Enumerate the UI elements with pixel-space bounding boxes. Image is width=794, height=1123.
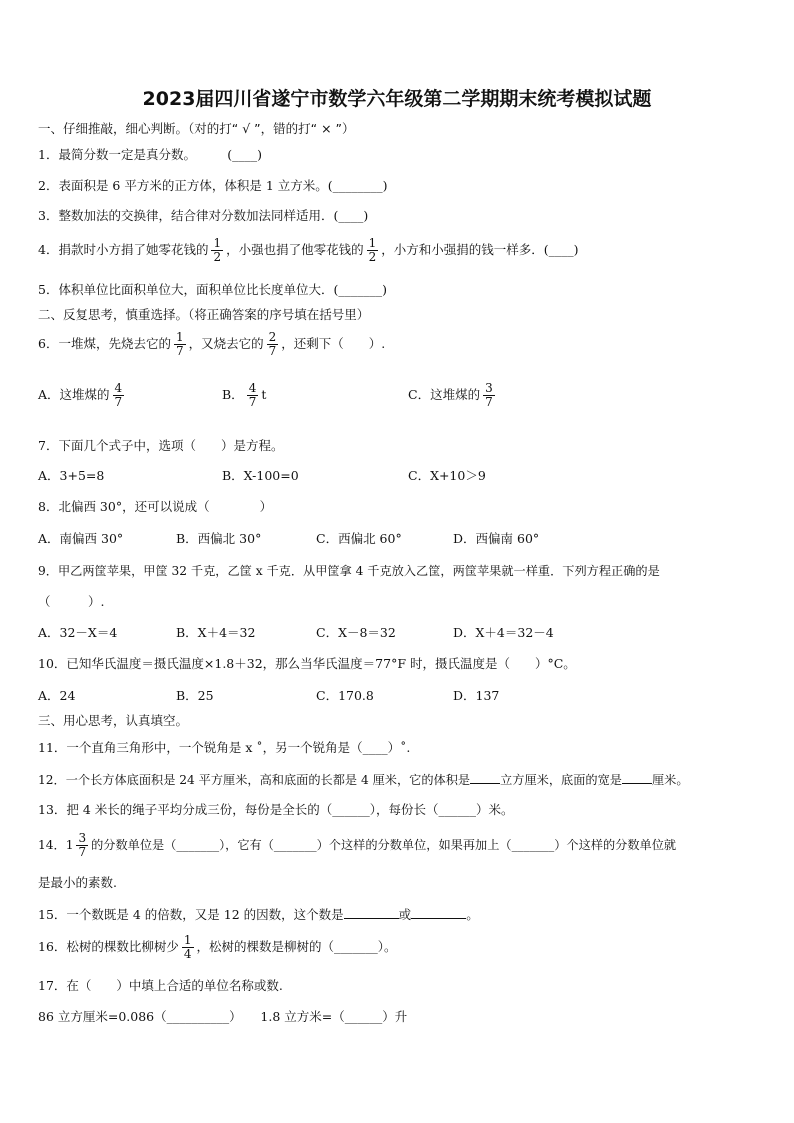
question-14-continued: 是最小的素数.: [38, 875, 117, 890]
q7-option-c[interactable]: C．X+10＞9: [408, 468, 486, 483]
question-16: [38, 934, 397, 961]
q14-text-b: 的分数单位是（_______），它有（_______）个这样的分数单位，如果再加上（_______）个这样的分数单位就: [91, 838, 677, 852]
q15-blank-1[interactable]: [344, 906, 399, 919]
q6-fraction-2-numerator: 2: [268, 330, 277, 344]
q6-option-b-unit: t: [261, 387, 267, 402]
page-title: 2023届四川省遂宁市数学六年级第二学期期末统考模拟试题: [142, 88, 652, 110]
q14-text-a: 14．: [38, 838, 66, 852]
q15-blank-2[interactable]: [411, 906, 466, 919]
q16-fraction-numerator: 1: [183, 933, 192, 947]
q6-option-b-denominator: 7: [248, 395, 257, 409]
question-6: [38, 331, 385, 358]
q12-blank-2[interactable]: [622, 771, 652, 784]
q10-option-b[interactable]: B．25: [176, 688, 214, 703]
q6-option-a-numerator: 4: [114, 381, 123, 395]
question-1: 1．最简分数一定是真分数。 (____): [38, 147, 262, 162]
q8-option-c[interactable]: C．西偏北 60°: [316, 531, 402, 546]
question-9-continued: （ ）.: [38, 594, 105, 609]
q14-fraction-numerator: 3: [78, 831, 87, 845]
q14-whole-part: 1: [65, 838, 74, 852]
q6-option-c[interactable]: [408, 382, 498, 409]
q10-option-a[interactable]: A．24: [38, 688, 76, 703]
question-9: 9．甲乙两筐苹果，甲筐 32 千克，乙筐 x 千克．从甲筐拿 4 千克放入乙筐，两筐苹果就一样重．下列方程正确的是: [38, 564, 660, 578]
q10-option-c[interactable]: C．170.8: [316, 688, 374, 703]
q9-option-c[interactable]: C．X－8＝32: [316, 625, 396, 640]
q6-option-a-fraction: [113, 382, 125, 409]
q10-option-d[interactable]: D．137: [453, 688, 500, 703]
q6-option-c-numerator: 3: [485, 381, 493, 395]
q6-option-b[interactable]: [222, 382, 266, 409]
q12-text-a: 12．一个长方体底面积是 24 平方厘米，高和底面的长都是 4 厘米，它的体积是: [38, 773, 471, 787]
q8-option-a[interactable]: A．南偏西 30°: [38, 531, 124, 546]
q4-fraction-2-numerator: 1: [368, 236, 377, 250]
q15-text-b: 或: [398, 907, 412, 922]
q16-text-a: 16．松树的棵数比柳树少: [38, 939, 179, 954]
q6-option-a-denominator: 7: [114, 395, 123, 409]
q6-fraction-1-numerator: 1: [175, 330, 184, 344]
question-7: 7．下面几个式子中，选项（ ）是方程。: [38, 438, 284, 453]
q15-text-c: 。: [466, 907, 479, 922]
q4-fraction-1: [211, 237, 223, 264]
question-17-line-1: 86 立方厘米=0.086（__________） 1.8 立方米=（______）升: [38, 1009, 408, 1024]
q14-fraction: [76, 832, 88, 859]
q4-text-a: 4．捐款时小方捐了她零花钱的: [38, 242, 209, 257]
question-2: 2．表面积是 6 平方米的正方体，体积是 1 立方米。(________): [38, 178, 388, 193]
question-15: [38, 906, 479, 923]
q8-option-d[interactable]: D．西偏南 60°: [453, 531, 540, 546]
q4-text-c: ，小方和小强捐的钱一样多．(____): [381, 242, 579, 257]
section-2-heading: 二、反复思考，慎重选择。（将正确答案的序号填在括号里）: [38, 307, 370, 322]
q16-fraction: [182, 934, 194, 961]
q6-option-b-fraction: [247, 382, 259, 409]
q6-option-b-text: B．: [222, 387, 244, 402]
q7-option-a[interactable]: A．3+5=8: [38, 468, 105, 483]
q14-fraction-denominator: 7: [78, 845, 87, 859]
q4-fraction-2: [367, 237, 379, 264]
question-5: 5．体积单位比面积单位大，面积单位比长度单位大．(_______): [38, 282, 387, 297]
q4-fraction-2-denominator: 2: [368, 250, 377, 264]
q12-text-c: 厘米。: [651, 773, 689, 787]
question-17: 17．在（ ）中填上合适的单位名称或数.: [38, 978, 283, 993]
q6-fraction-1: [174, 331, 186, 358]
q4-fraction-1-denominator: 2: [213, 250, 222, 264]
q9-option-b[interactable]: B．X＋4＝32: [176, 625, 256, 640]
question-10: 10．已知华氏温度＝摄氏温度×1.8＋32，那么当华氏温度＝77°F 时，摄氏温度是（ ）°C。: [38, 656, 576, 671]
q8-option-b[interactable]: B．西偏北 30°: [176, 531, 262, 546]
q6-text-c: ，还剩下（ ）.: [281, 336, 386, 351]
section-1-heading: 一、仔细推敲，细心判断。（对的打“ √ ”，错的打“ × ”）: [38, 121, 355, 136]
q6-option-a-text: A．这堆煤的: [38, 387, 110, 402]
q6-text-b: ，又烧去它的: [188, 336, 264, 351]
q12-blank-1[interactable]: [470, 771, 500, 784]
question-14: [38, 832, 676, 859]
q6-option-b-numerator: 4: [248, 381, 257, 395]
question-12: [38, 771, 689, 788]
question-13: 13．把 4 米长的绳子平均分成三份，每份是全长的（______），每份长（______）米。: [38, 802, 514, 817]
q6-fraction-2: [267, 331, 279, 358]
q6-text-a: 6．一堆煤，先烧去它的: [38, 336, 171, 351]
question-11: 11．一个直角三角形中，一个锐角是 x ˚，另一个锐角是（____）˚.: [38, 740, 411, 755]
q6-fraction-2-denominator: 7: [268, 344, 277, 358]
q16-fraction-denominator: 4: [183, 947, 192, 961]
q12-text-b: 立方厘米，底面的宽是: [500, 773, 622, 787]
q7-option-b[interactable]: B．X-100=0: [222, 468, 299, 483]
q6-option-a[interactable]: [38, 382, 127, 409]
q9-option-a[interactable]: A．32－X＝4: [38, 625, 118, 640]
section-3-heading: 三、用心思考，认真填空。: [38, 713, 189, 728]
question-3: 3．整数加法的交换律，结合律对分数加法同样适用．(____): [38, 208, 369, 223]
q6-fraction-1-denominator: 7: [175, 344, 184, 358]
q4-fraction-1-numerator: 1: [213, 236, 222, 250]
question-4: [38, 237, 579, 264]
q9-option-d[interactable]: D．X＋4＝32－4: [453, 625, 554, 640]
q16-text-b: ，松树的棵数是柳树的（_______）。: [196, 939, 397, 954]
q6-option-c-denominator: 7: [485, 395, 493, 409]
question-8: 8．北偏西 30°，还可以说成（ ）: [38, 499, 273, 514]
q6-option-c-fraction: [483, 382, 495, 409]
q15-text-a: 15．一个数既是 4 的倍数，又是 12 的因数，这个数是: [38, 907, 344, 922]
q4-text-b: ，小强也捐了他零花钱的: [226, 242, 364, 257]
q6-option-c-text: C．这堆煤的: [408, 387, 481, 402]
